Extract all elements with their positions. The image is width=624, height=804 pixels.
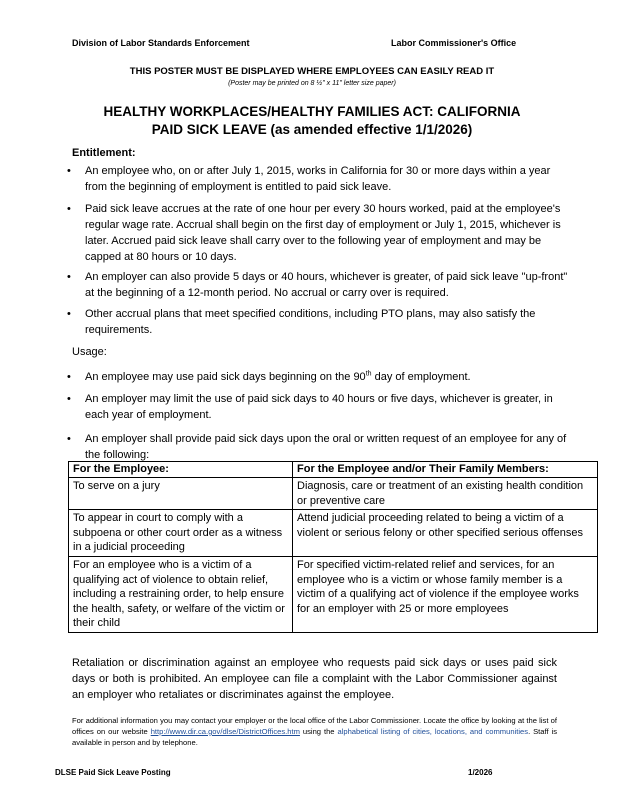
- bullet-icon: •: [67, 165, 71, 177]
- usage-bullet: [67, 369, 575, 385]
- bullet-text: Other accrual plans that meet specified conditions, including PTO plans, may also satisfy the requirements.: [85, 308, 536, 336]
- header-division: Division of Labor Standards Enforcement: [72, 38, 250, 48]
- entitlement-bullet: [67, 306, 575, 338]
- bullet-icon: •: [67, 308, 71, 320]
- additional-info-paragraph: For additional information you may contact your employer or the local office of the Labor Commissioner. Locate the office by looking at the list of offices on our website http://www.dir.ca.gov/dlse/DistrictOffices.htm using the alphabetical listing of cities, locations, and communities. Staff is available in person and by telephone.: [72, 716, 558, 747]
- table-header-row: [69, 462, 598, 478]
- bullet-text: An employer shall provide paid sick days upon the oral or written request of an employee for any of the following:: [85, 433, 567, 461]
- bullet-text: An employee who, on or after July 1, 2015, works in California for 30 or more days within a year from the beginning of employment is entitled to paid sick leave.: [85, 165, 551, 193]
- footer-posting-name: DLSE Paid Sick Leave Posting: [55, 768, 171, 777]
- entitlement-bullet: [67, 201, 575, 265]
- table-row: [69, 478, 598, 510]
- bullet-icon: •: [67, 393, 71, 405]
- table-header-cell: For the Employee and/or Their Family Members:: [293, 462, 598, 478]
- table-cell: To serve on a jury: [69, 478, 293, 510]
- bullet-icon: •: [67, 371, 71, 383]
- district-offices-link[interactable]: http://www.dir.ca.gov/dlse/DistrictOffices.htm: [150, 726, 300, 736]
- display-notice: THIS POSTER MUST BE DISPLAYED WHERE EMPLOYEES CAN EASILY READ IT: [129, 66, 495, 77]
- table-row: [69, 556, 598, 632]
- table-cell: To appear in court to comply with a subpoena or other court order as a witness in a judicial proceeding: [69, 510, 293, 557]
- table-cell: Diagnosis, care or treatment of an existing health condition or preventive care: [293, 478, 598, 510]
- table-header-cell: For the Employee:: [69, 462, 293, 478]
- bullet-text: Paid sick leave accrues at the rate of one hour per every 30 hours worked, paid at the employee's regular wage rate. Accrual shall begin on the first day of employment or July 1, 2015, whichever is later. Accrued paid sick leave shall carry over to the following year of employment and may be capped at 80 hours or 10 days.: [85, 203, 561, 263]
- print-size-note: (Poster may be printed on 8 ½" x 11" letter size paper): [228, 80, 396, 87]
- bullet-text: An employer can also provide 5 days or 40 hours, whichever is greater, of paid sick leave "up-front" at the beginning of a 12-month period. No accrual or carry over is required.: [85, 271, 568, 299]
- table-cell: For an employee who is a victim of a qualifying act of violence to obtain relief, including a restraining order, to help ensure the health, safety, or welfare of the victim or their child: [69, 556, 293, 632]
- bullet-icon: •: [67, 203, 71, 215]
- footer-date: 1/2026: [468, 768, 493, 777]
- table-cell: For specified victim-related relief and services, for an employee who is a victim or whose family member is a victim of a qualifying act of violence if the employee works for an employer with 25 or more employees: [293, 556, 598, 632]
- bullet-text: An employee may use paid sick days beginning on the 90th day of employment.: [85, 370, 471, 383]
- entitlement-bullet: [67, 269, 575, 301]
- header-office: Labor Commissioner's Office: [391, 38, 517, 48]
- bullet-icon: •: [67, 433, 71, 445]
- usage-bullet: [67, 391, 575, 423]
- retaliation-paragraph: Retaliation or discrimination against an employee who requests paid sick days or uses paid sick days or both is prohibited. An employee can file a complaint with the Labor Commissioner against an employer who retaliates or discriminates against the employee.: [72, 657, 557, 701]
- bullet-icon: •: [67, 271, 71, 283]
- poster-subtitle: PAID SICK LEAVE (as amended effective 1/1/2026): [151, 122, 473, 137]
- entitlement-bullet: [67, 163, 575, 195]
- table-row: [69, 510, 598, 557]
- usage-bullet: [67, 431, 575, 463]
- city-listing-link[interactable]: alphabetical listing of cities, locations, and communities: [337, 726, 529, 736]
- leave-uses-table: [68, 461, 598, 633]
- usage-heading: Usage:: [72, 346, 107, 358]
- poster-title: HEALTHY WORKPLACES/HEALTHY FAMILIES ACT: CALIFORNIA: [103, 104, 521, 119]
- bullet-text: An employer may limit the use of paid sick days to 40 hours or five days, whichever is greater, in each year of employment.: [85, 393, 553, 421]
- entitlement-heading: Entitlement:: [72, 147, 136, 159]
- table-cell: Attend judicial proceeding related to being a victim of a violent or serious felony or other specified serious offenses: [293, 510, 598, 557]
